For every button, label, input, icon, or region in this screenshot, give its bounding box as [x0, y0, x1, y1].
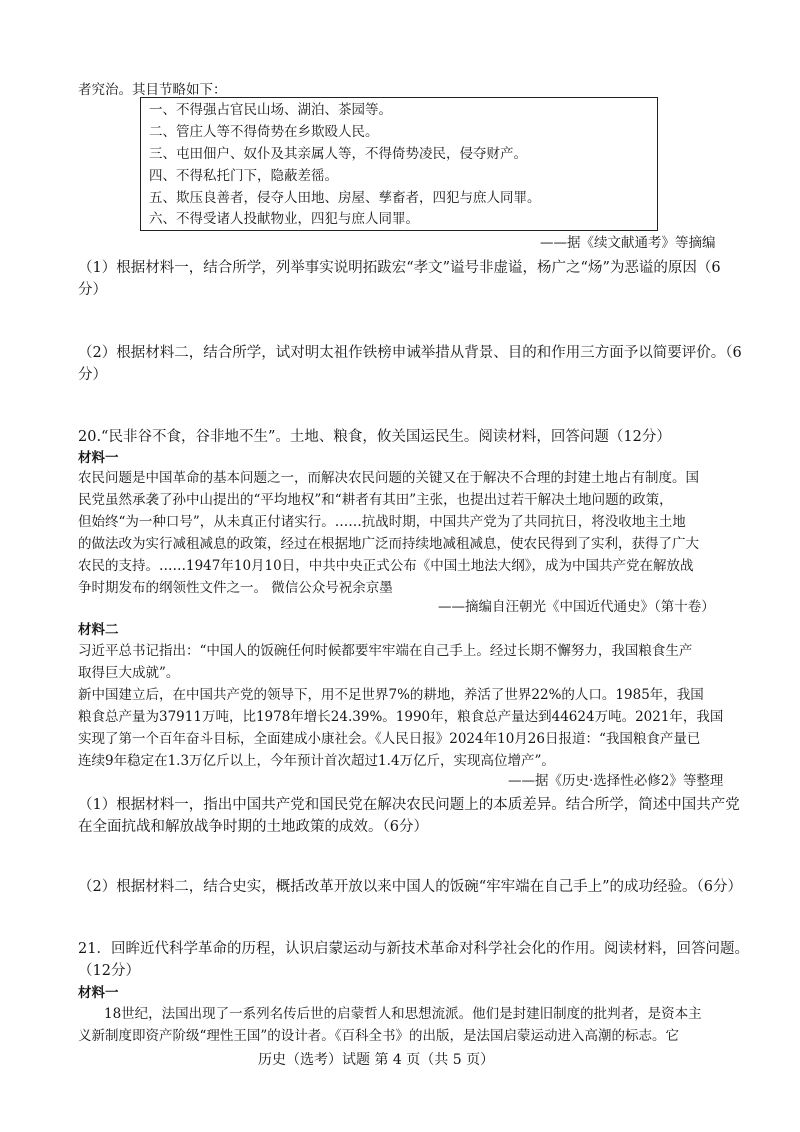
question-20-2: （2）根据材料二，结合史实，概括改革开放以来中国人的饭碗“牢牢端在自己手上”的成功经验。（6分）: [78, 879, 743, 895]
question-21-heading: 21．回眸近代科学革命的历程，认识启蒙运动与新技术革命对科学社会化的作用。阅读材料，回答问题。: [78, 941, 749, 957]
material-2-line: 新中国建立后，在中国共产党的领导下，用不足世界7%的耕地，养活了世界22%的人口。1985年，我国: [78, 687, 704, 703]
material-2-label: 材料二: [78, 622, 119, 638]
list-item: 四、不得私托门下，隐蔽差徭。: [149, 168, 338, 184]
q21-material-1-label: 材料一: [78, 985, 119, 1001]
material-2-source: ——据《历史·选择性必修2》等整理: [508, 773, 724, 789]
question-21-heading-cont: （12分）: [78, 963, 140, 979]
question-20-heading: 20.“民非谷不食，谷非地不生”。土地、粮食，攸关国运民生。阅读材料，回答问题（12分）: [78, 429, 671, 445]
material-1-line: 农民的支持。……1947年10月10日，中共中央正式公布《中国土地法大纲》，成为中国共产党在解放战: [78, 558, 694, 574]
material-1-line: 争时期发布的纲领性文件之一。 微信公众号祝余京墨: [78, 580, 393, 596]
q21-material-1-line: 义新制度即资产阶级“理性王国”的设计者。《百科全书》的出版，是法国启蒙运动进入高潮的标志。它: [78, 1028, 680, 1044]
intro-text: 者究治。其目节略如下：: [78, 82, 227, 98]
list-item: 五、欺压良善者，侵夺人田地、房屋、孳畜者，四犯与庶人同罪。: [149, 190, 541, 206]
material-1-line: 民党虽然承袭了孙中山提出的“平均地权”和“耕者有其田”主张，也提出过若干解决土地问题的政策，: [78, 492, 673, 508]
list-item: 三、屯田佃户、奴仆及其亲属人等，不得倚势凌民，侵夺财产。: [149, 146, 527, 162]
list-item: 一、不得强占官民山场、湖泊、茶园等。: [149, 102, 392, 118]
question-19-2-cont: 分）: [78, 367, 107, 383]
question-19-1-cont: 分）: [78, 282, 107, 298]
page-footer: 历史（选考）试题 第 4 页（共 5 页）: [258, 1052, 495, 1068]
material-2-line: 粮食总产量为37911万吨，比1978年增长24.39%。1990年，粮食总产量达到44624万吨。2021年，我国: [78, 709, 724, 725]
question-19-1: （1）根据材料一，结合所学，列举事实说明拓跋宏“孝文”谥号非虚谥，杨广之“炀”为恶谥的原因（6: [78, 260, 721, 276]
question-20-1-cont: 在全面抗战和解放战争时期的土地政策的成效。（6分）: [78, 819, 428, 835]
question-19-2: （2）根据材料二，结合所学，试对明太祖作铁榜申诫举措从背景、目的和作用三方面予以简要评价。（6: [78, 345, 742, 361]
material-1-line: 但始终“为一种口号”，从未真正付诸实行。……抗战时期，中国共产党为了共同抗日，将没收地主土地: [78, 514, 686, 530]
list-item: 六、不得受诸人投献物业，四犯与庶人同罪。: [149, 211, 419, 227]
question-20-1: （1）根据材料一，指出中国共产党和国民党在解决农民问题上的本质差异。结合所学，简述中国共产党: [78, 797, 740, 813]
iron-list-box: [140, 97, 658, 231]
material-2-line: 习近平总书记指出：“中国人的饭碗任何时候都要牢牢端在自己手上。经过长期不懈努力，我国粮食生产: [78, 643, 693, 659]
material-2-line: 取得巨大成就”。: [78, 665, 180, 681]
material-1-line: 的做法改为实行减租减息的政策，经过在根据地广泛而持续地减租减息，使农民得到了实利，获得了广大: [78, 536, 699, 552]
list-item: 二、管庄人等不得倚势在乡欺殴人民。: [149, 124, 379, 140]
material-1-source: ——摘编自汪朝光《中国近代通史》（第十卷）: [438, 599, 715, 615]
material-1-label: 材料一: [78, 450, 119, 466]
material-1-line: 农民问题是中国革命的基本问题之一，而解决农民问题的关键又在于解决不合理的封建土地占有制度。国: [78, 470, 699, 486]
q21-material-1-line: 18世纪，法国出现了一系列名传后世的启蒙哲人和思想流派。他们是封建旧制度的批判者，是资本主: [104, 1006, 702, 1022]
material-2-line: 实现了第一个百年奋斗目标，全面建成小康社会。《人民日报》2024年10月26日报道：“我国粮食产量已: [78, 731, 701, 747]
source-citation: ——据《续文献通考》等摘编: [540, 235, 716, 251]
material-2-line: 连续9年稳定在1.3万亿斤以上，今年预计首次超过1.4万亿斤，实现高位增产”。: [78, 753, 555, 769]
